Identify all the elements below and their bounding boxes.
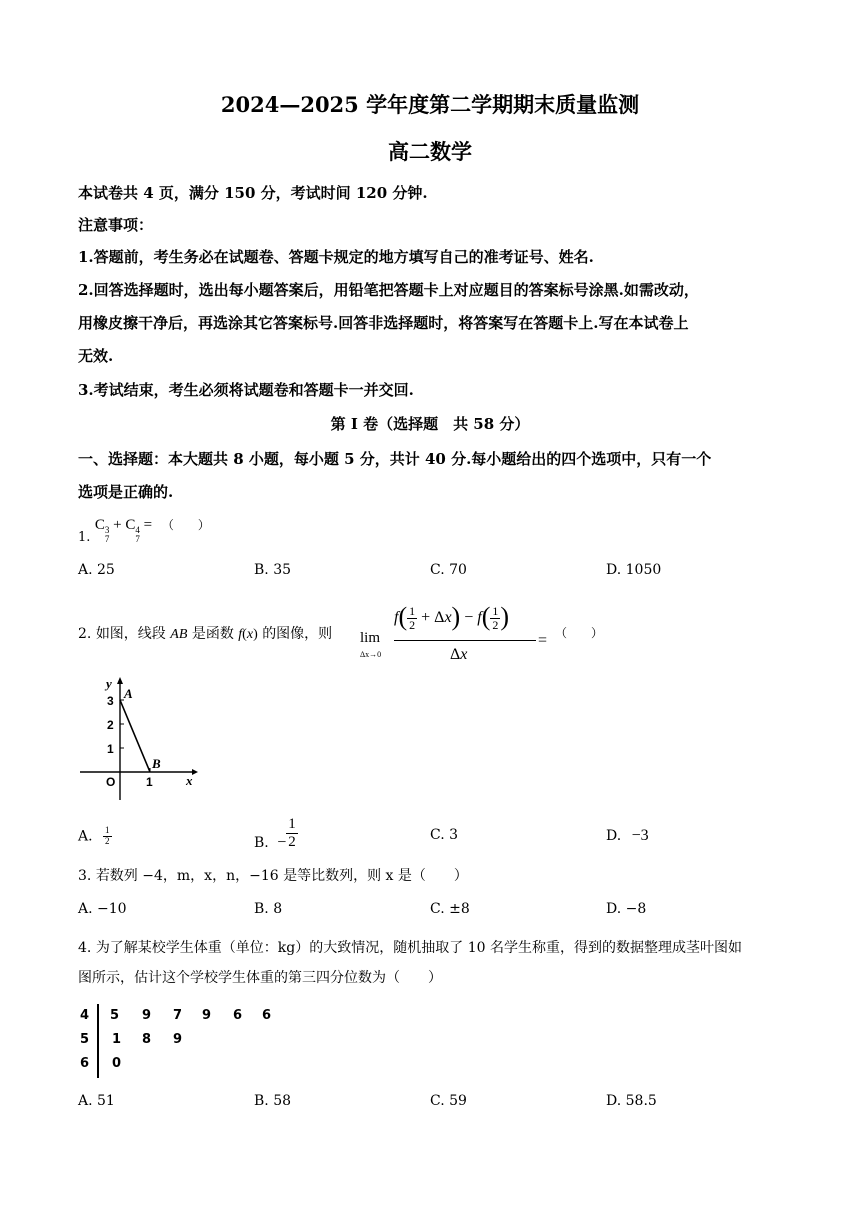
stem-value: 5: [80, 1032, 90, 1047]
q1-option-b: B. 35: [254, 562, 292, 578]
q4-option-a: A. 51: [78, 1093, 115, 1109]
part-title: 第 I 卷（选择题 共 58 分）: [330, 415, 530, 433]
x-axis-arrow: [192, 769, 198, 775]
point-b-label: B: [152, 756, 161, 771]
question-text: 为了解某校学生体重（单位：kg）的大致情况，随机抽取了 10 名学生称重，得到的数据整理成茎叶图如: [95, 940, 742, 956]
exam-subject: 高二数学: [388, 139, 472, 164]
leaf-value: 9: [202, 1008, 212, 1023]
exam-title: 2024—2025 学年度第二学期期末质量监测: [220, 92, 640, 117]
function-notation: f: [238, 627, 243, 642]
q3-option-b: B. 8: [254, 901, 283, 917]
y-tick-3: 3: [107, 694, 114, 708]
limit-expression: lim Δx→0 f( $\frac{1}{2}$ + Δx) − f( $\frac{1}{2}$ ) Δx =: [360, 602, 548, 663]
leaf-value: 0: [112, 1056, 122, 1071]
q2-option-a: A. $\frac{1}{2}$: [78, 825, 110, 846]
question-4-line-2: 图所示，估计这个学校学生体重的第三四分位数为（ ）: [78, 970, 442, 986]
origin-label: O: [106, 775, 116, 789]
exam-summary: 本试卷共 4 页，满分 150 分，考试时间 120 分钟.: [78, 184, 428, 202]
notice-item-2-line-2: 用橡皮擦干净后，再选涂其它答案标号.回答非选择题时，将答案写在答题卡上.写在本试卷上: [78, 314, 689, 332]
q4-option-d: D. 58.5: [606, 1093, 657, 1109]
stem-value: 6: [80, 1056, 90, 1071]
leaf-value: 6: [262, 1008, 272, 1023]
q2-option-d: D. −3: [606, 827, 649, 844]
combination-expression: C 3 7 + C 4 7 =: [94, 517, 156, 544]
y-tick-1: 1: [107, 742, 114, 756]
question-number: 4.: [78, 940, 92, 956]
leaf-value: 6: [233, 1008, 243, 1023]
notice-item-2-line-1: 2.回答选择题时，选出每小题答案后，用铅笔把答题卡上对应题目的答案标号涂黑.如需改动，: [78, 281, 699, 299]
section-heading-line-2: 选项是正确的.: [78, 483, 174, 501]
q3-option-c: C. ±8: [430, 901, 470, 917]
q4-option-b: B. 58: [254, 1093, 292, 1109]
q3-option-d: D. −8: [606, 901, 647, 917]
q3-option-a: A. −10: [78, 901, 127, 917]
section-heading-line-1: 一、选择题：本大题共 8 小题，每小题 5 分，共计 40 分.每小题给出的四个选项中，只有一个: [78, 450, 712, 468]
notice-item-2-line-3: 无效.: [78, 347, 114, 365]
q4-option-c: C. 59: [430, 1093, 467, 1109]
question-text: 如图，线段: [95, 626, 166, 642]
q2-option-c: C. 3: [430, 827, 459, 843]
y-axis-label: y: [106, 676, 112, 691]
answer-paren: （ ）: [555, 626, 604, 640]
q1-option-c: C. 70: [430, 562, 467, 578]
q1-option-a: A. 25: [78, 562, 115, 578]
leaf-value: 7: [173, 1008, 183, 1023]
y-tick-2: 2: [107, 718, 114, 732]
question-4-line-1: [78, 937, 742, 957]
stem-leaf-plot: [78, 1004, 298, 1080]
function-graph: [72, 672, 202, 802]
leaf-value: 8: [142, 1032, 152, 1047]
question-number: 3.: [78, 868, 92, 884]
question-number: 2.: [78, 626, 92, 642]
question-1: [78, 516, 210, 544]
leaf-value: 1: [112, 1032, 122, 1047]
segment-label: AB: [170, 627, 188, 642]
leaf-value: 9: [142, 1008, 152, 1023]
question-3: [78, 865, 468, 885]
leaf-value: 9: [173, 1032, 183, 1047]
stem-value: 4: [80, 1008, 90, 1023]
answer-paren: （ ）: [161, 518, 210, 532]
question-text: 的图像，则: [262, 626, 333, 642]
notice-item-1: 1.答题前，考生务必在试题卷、答题卡规定的地方填写自己的准考证号、姓名.: [78, 248, 594, 266]
question-number: 1.: [78, 530, 91, 545]
segment-ab: [120, 700, 150, 772]
question-text: 是函数: [191, 626, 234, 642]
q2-option-b: B. − $\frac{1}{2}$: [254, 816, 296, 851]
x-axis-label: x: [186, 773, 193, 788]
notice-item-3: 3.考试结束，考生必须将试题卷和答题卡一并交回.: [78, 381, 414, 399]
notice-heading: 注意事项：: [78, 216, 154, 234]
y-axis-arrow: [117, 677, 123, 684]
stem-divider: [97, 1004, 99, 1078]
point-a-label: A: [124, 686, 133, 701]
x-tick-1: 1: [146, 775, 153, 789]
question-text: 若数列 −4，m，x，n，−16 是等比数列，则 x 是（ ）: [95, 868, 468, 884]
q1-option-d: D. 1050: [606, 562, 662, 578]
leaf-value: 5: [110, 1008, 120, 1023]
question-2-stem: 2. 如图，线段 AB 是函数 f(x) 的图像，则: [78, 626, 333, 642]
